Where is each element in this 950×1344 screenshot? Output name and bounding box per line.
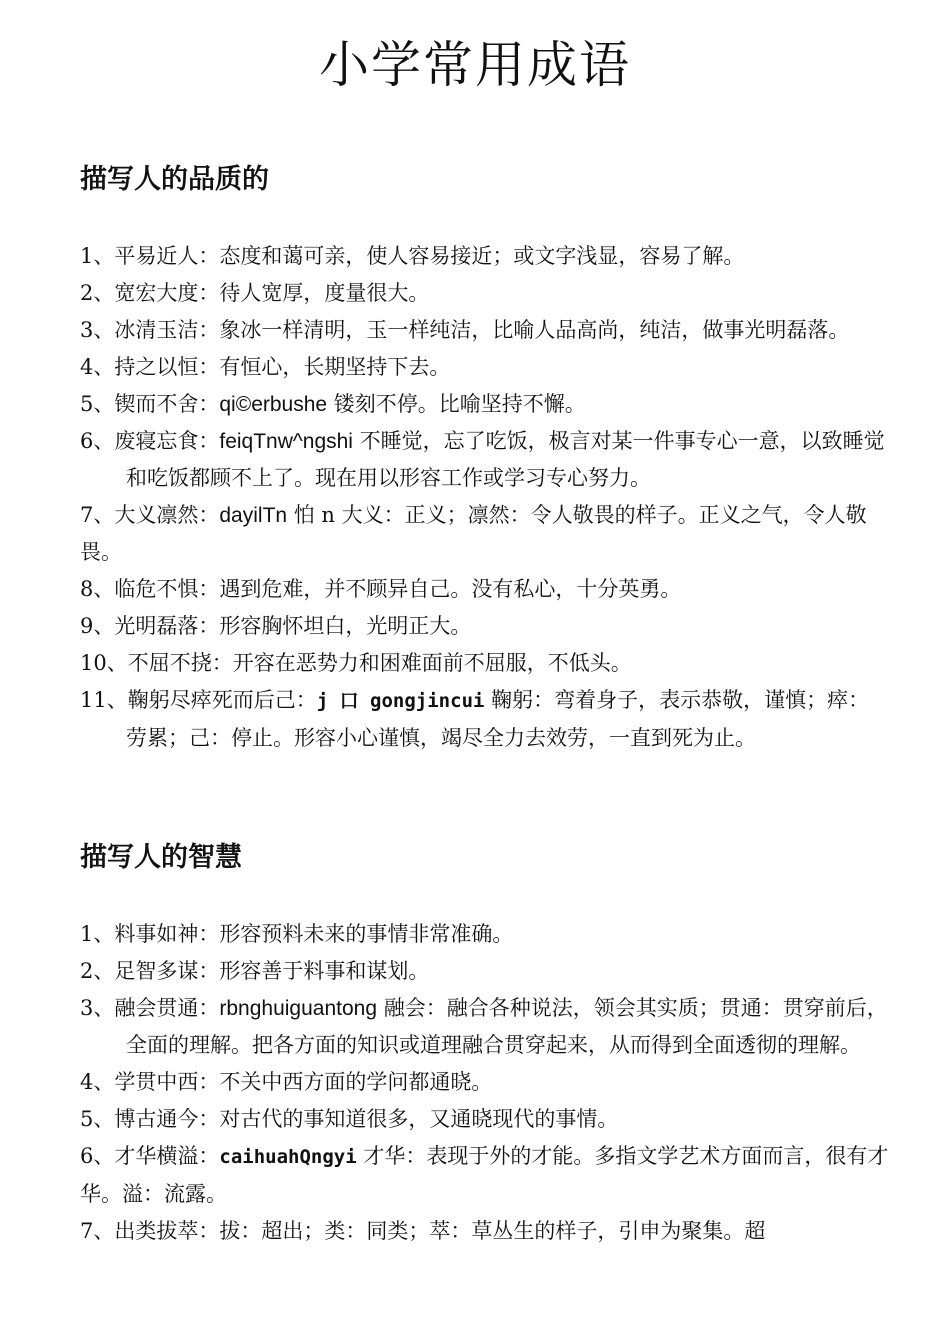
entry-prefix: 6、废寝忘食：: [80, 429, 220, 453]
entry-prefix: 3、融会贯通：: [80, 996, 220, 1020]
entry-prefix: 5、锲而不舍：: [80, 392, 220, 416]
entry-text: 不睡觉，忘了吃饭，极言对某一件事专心一意，以致睡觉和吃饭都顾不上了。现在用以形容工作或学习专心努力。: [126, 429, 885, 490]
list-item: [80, 386, 890, 423]
entry-text: 鞠躬：弯着身子，表示恭敬，谨慎；瘁：劳累；己：停止。形容小心谨慎，竭尽全力去效劳，一直到死为止。: [126, 688, 870, 750]
entry-prefix: 1、料事如神：: [80, 922, 220, 946]
list-item: [80, 497, 890, 571]
list-item: [80, 1101, 890, 1138]
list-item: [80, 916, 890, 953]
list-item: [80, 1138, 890, 1213]
entry-prefix: 1、平易近人：: [80, 244, 220, 268]
entry-pinyin: dayilTn: [219, 504, 288, 527]
entry-prefix: 3、冰清玉洁：: [80, 318, 220, 342]
entry-text: 有恒心，长期坚持下去。: [219, 355, 451, 379]
section-heading: 描写人的品质的: [80, 164, 269, 195]
list-item: [80, 275, 890, 312]
list-item: [80, 990, 890, 1064]
list-item: [80, 953, 890, 990]
entry-prefix: 2、宽宏大度：: [80, 281, 220, 305]
list-item: [80, 1064, 890, 1101]
entry-prefix: 6、才华横溢：: [80, 1144, 220, 1168]
entry-pinyin: qi©erbushe: [219, 393, 328, 416]
entry-pinyin: feiqTnw^ngshi: [219, 430, 353, 453]
list-item: [80, 423, 890, 497]
idiom-list: [80, 916, 890, 1250]
entry-text: 镂刻不停。比喻坚持不懈。: [327, 392, 586, 416]
list-item: [80, 312, 890, 349]
entry-text: 形容预料未来的事情非常准确。: [219, 922, 514, 946]
entry-prefix: 2、足智多谋：: [80, 959, 220, 983]
entry-pinyin: j 口 gongjincui: [316, 690, 485, 712]
entry-pinyin: caihuahQngyi: [219, 1146, 357, 1168]
entry-prefix: 7、大义凛然：: [80, 503, 220, 527]
list-item: [80, 238, 890, 275]
entry-text: 象冰一样清明，玉一样纯洁，比喻人品高尚，纯洁，做事光明磊落。: [219, 318, 850, 342]
section-character: [80, 160, 890, 757]
section-heading: 描写人的智慧: [80, 842, 242, 873]
entry-text: 遇到危难，并不顾异自己。没有私心，十分英勇。: [219, 577, 682, 601]
entry-prefix: 10、不屈不挠：: [80, 651, 233, 675]
idiom-list: [80, 238, 890, 757]
entry-pinyin: rbnghuiguantong: [219, 997, 378, 1020]
list-item: [80, 349, 890, 386]
page-title: 小学常用成语: [319, 36, 631, 94]
entry-prefix: 4、持之以恒：: [80, 355, 220, 379]
entry-text: 才华：表现于外的才能。多指文学艺术方面而言，很有才华。溢：流露。: [80, 1144, 889, 1206]
list-item: [80, 1213, 890, 1250]
entry-text: 形容胸怀坦白，光明正大。: [219, 614, 472, 638]
list-item: [80, 645, 890, 682]
entry-text: 待人宽厚，度量很大。: [219, 281, 430, 305]
entry-text: 融会：融合各种说法，领会其实质；贯通：贯穿前后，全面的理解。把各方面的知识或道理融合贯穿起来，从而得到全面透彻的理解。: [126, 996, 888, 1057]
list-item: [80, 571, 890, 608]
entry-prefix: 11、鞠躬尽瘁死而后己：: [80, 688, 317, 712]
entry-prefix: 7、出类拔萃：: [80, 1219, 220, 1243]
entry-prefix: 4、学贯中西：: [80, 1070, 220, 1094]
entry-prefix: 8、临危不惧：: [80, 577, 220, 601]
list-item: [80, 608, 890, 645]
entry-prefix: 5、博古通今：: [80, 1107, 220, 1131]
entry-text: 怕 n 大义：正义；凛然：令人敬畏的样子。正义之气，令人敬畏。: [80, 503, 867, 564]
entry-text: 拔：超出；类：同类；萃：草丛生的样子，引申为聚集。超: [219, 1219, 766, 1243]
entry-text: 态度和蔼可亲，使人容易接近；或文字浅显，容易了解。: [219, 244, 745, 268]
entry-text: 形容善于料事和谋划。: [219, 959, 430, 983]
section-wisdom: [80, 838, 890, 1250]
entry-text: 对古代的事知道很多，又通晓现代的事情。: [219, 1107, 619, 1131]
entry-text: 不关中西方面的学问都通晓。: [219, 1070, 493, 1094]
entry-prefix: 9、光明磊落：: [80, 614, 220, 638]
entry-text: 开容在恶势力和困难面前不屈服，不低头。: [232, 651, 632, 675]
list-item: [80, 682, 890, 757]
